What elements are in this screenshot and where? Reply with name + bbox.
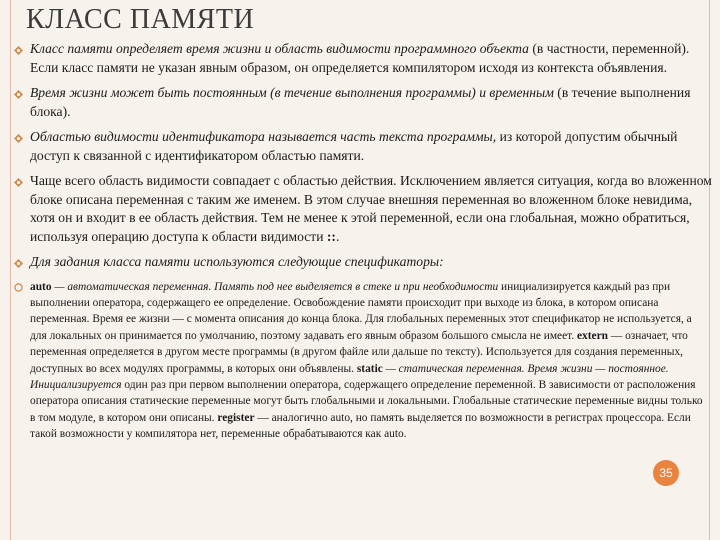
bullet-text: . (335, 228, 340, 244)
bullet-circle-icon (14, 283, 23, 292)
bullet-text: инициализируется каждый раз при выполнении оператора, содержащего ее определение. Освобождение памяти происходит при выходе из блока, в котором описана переменная. Время ее жизни — с момента описания до конца блока. Для глобальных переменных этот спецификатор не используется, а для локальных он принимается по умолчанию, поэтому задавать его явным образом большого смысла не имеет. (30, 280, 692, 342)
bullet-text: — означает, что переменная определяется в другом месте программы (в другом файле или дальше по тексту). Используется для создания переменных, доступных во всех модулях программы, в которых они объявлены. (30, 329, 688, 375)
slide-title: КЛАСС ПАМЯТИ (26, 4, 255, 35)
bullet-text-italic: Для задания класса памяти используются следующие спецификаторы: (30, 254, 444, 269)
bullet-lifetime (8, 84, 714, 121)
keyword-auto: auto (30, 280, 52, 293)
bullet-text: — аналогично auto, но память выделяется по возможности в регистрах процессора. Если такой возможности у компилятора нет, переменные обрабатываются как auto. (30, 411, 691, 441)
bullet-scope (8, 128, 714, 165)
bullet-text-italic: — автоматическая переменная. Память под нее выделяется в стеке и при необходимости (51, 280, 499, 293)
bullet-text-italic: — статическая переменная. Время жизни — постоянное. Инициализируется (30, 362, 669, 391)
scope-operator: :: (326, 228, 336, 244)
bullet-diamond-icon (14, 178, 23, 187)
bullet-text: Чаще всего область видимости совпадает с областью действия. Исключением является ситуация, когда во вложенном блоке описана переменная с таким же именем. В этом случае внешняя переменная во вложенном блоке невидима, хотя он и входит в ее область действия. Тем не менее к этой переменной, если она глобальная, можно обратиться, используя операцию доступа к области видимости (30, 173, 712, 244)
bullet-text: из которой допустим обычный доступ к связанной с идентификатором областью памяти. (30, 129, 678, 163)
bullet-diamond-icon (14, 90, 23, 99)
bullet-text: один раз при первом выполнении оператора, содержащего определение переменной. В зависимости от расположения оператора описания статические переменные могут быть глобальными и локальными. Глобальные статические переменные видны только в том модуле, в котором они описаны. (30, 378, 703, 424)
bullet-text-italic: Областью видимости идентификатора называется часть текста программы, (30, 129, 497, 144)
bullet-storage-class (8, 40, 714, 77)
bullet-specifiers-detail (8, 279, 714, 443)
bullet-text-italic: Время жизни может быть постоянным (в течение выполнения программы) и временным (30, 85, 554, 100)
keyword-static: static (356, 362, 383, 375)
bullet-diamond-icon (14, 134, 23, 143)
bullet-text: (в течение выполнения блока). (30, 85, 691, 119)
slide-content (8, 40, 714, 450)
page-number-badge: 35 (653, 460, 679, 486)
bullet-visibility (8, 172, 714, 246)
bullet-specifiers-intro (8, 253, 714, 272)
keyword-register: register (217, 411, 255, 424)
bullet-diamond-icon (14, 259, 23, 268)
bullet-text-italic: Класс памяти определяет время жизни и область видимости программного объекта (30, 41, 529, 56)
bullet-text: (в частности, переменной). Если класс памяти не указан явным образом, он определяется компилятором исходя из контекста объявления. (30, 41, 690, 75)
bullet-diamond-icon (14, 46, 23, 55)
keyword-extern: extern (576, 329, 608, 342)
